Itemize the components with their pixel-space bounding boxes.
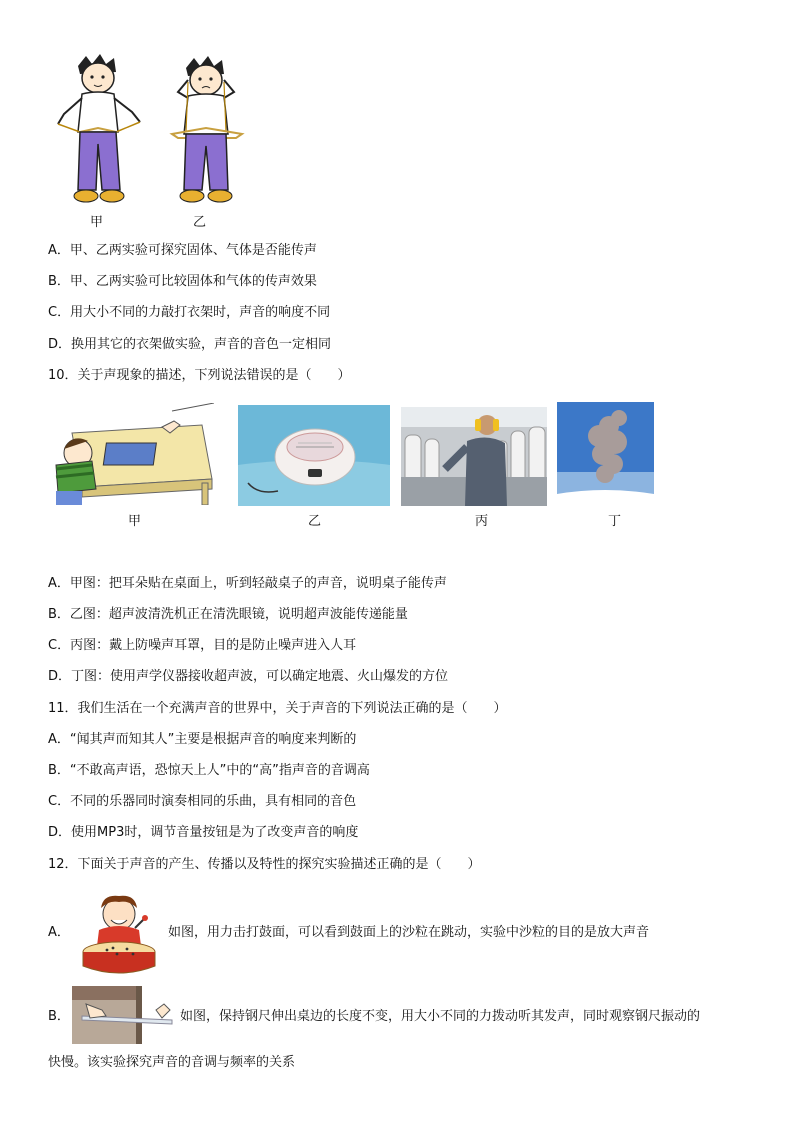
q10-option-b: B．乙图：超声波清洗机正在清洗眼镜，说明超声波能传递能量 [48, 607, 408, 622]
q10-option-c: C．丙图：戴上防噪声耳罩，目的是防止噪声进入人耳 [48, 638, 357, 653]
q12-option-a-label: A． [48, 925, 70, 940]
q12-drum-figure [73, 888, 167, 976]
q12-option-b-text-continued: 快慢。该实验探究声音的音调与频率的关系 [48, 1055, 296, 1070]
q12-stem: 12．下面关于声音的产生、传播以及特性的探究实验描述正确的是（ ） [48, 857, 481, 872]
q9-option-b: B．甲、乙两实验可比较固体和气体的传声效果 [48, 274, 317, 289]
q12-option-b-text: 如图，保持钢尺伸出桌边的长度不变，用大小不同的力拨动听其发声，同时观察钢尺振动的 [180, 1009, 701, 1024]
q10-figure-yi [238, 405, 390, 506]
q12-option-a-text: 如图，用力击打鼓面，可以看到鼓面上的沙粒在跳动，实验中沙粒的目的是放大声音 [168, 925, 650, 940]
q12-ruler-figure [72, 986, 178, 1044]
q9-figure-yi [164, 54, 250, 208]
q9-caption-yi: 乙 [193, 215, 207, 230]
q10-figure-bing [401, 407, 547, 506]
q11-option-b: B．“不敢高声语，恐惊天上人”中的“高”指声音的音调高 [48, 763, 370, 778]
q9-option-d: D．换用其它的衣架做实验，声音的音色一定相同 [48, 337, 332, 352]
q12-option-b-label: B． [48, 1009, 70, 1024]
q9-figure-jia [50, 52, 150, 208]
q11-option-d: D．使用MP3时，调节音量按钮是为了改变声音的响度 [48, 825, 359, 840]
q10-option-a: A．甲图：把耳朵贴在桌面上，听到轻敲桌子的声音，说明桌子能传声 [48, 576, 447, 591]
q10-caption-ding: 丁 [608, 514, 622, 529]
q9-option-a: A．甲、乙两实验可探究固体、气体是否能传声 [48, 243, 317, 258]
q10-caption-yi: 乙 [308, 514, 322, 529]
q10-figure-jia [52, 403, 214, 505]
q10-caption-bing: 丙 [475, 514, 489, 529]
q10-figure-ding [557, 402, 654, 506]
q10-option-d: D．丁图：使用声学仪器接收超声波，可以确定地震、火山爆发的方位 [48, 669, 449, 684]
q11-stem: 11．我们生活在一个充满声音的世界中，关于声音的下列说法正确的是（ ） [48, 701, 507, 716]
q10-stem: 10．关于声现象的描述，下列说法错误的是（ ） [48, 368, 351, 383]
q9-option-c: C．用大小不同的力敲打衣架时，声音的响度不同 [48, 305, 331, 320]
q10-caption-jia: 甲 [128, 514, 142, 529]
q11-option-c: C．不同的乐器同时演奏相同的乐曲，具有相同的音色 [48, 794, 357, 809]
q11-option-a: A．“闻其声而知其人”主要是根据声音的响度来判断的 [48, 732, 357, 747]
q9-caption-jia: 甲 [90, 215, 104, 230]
